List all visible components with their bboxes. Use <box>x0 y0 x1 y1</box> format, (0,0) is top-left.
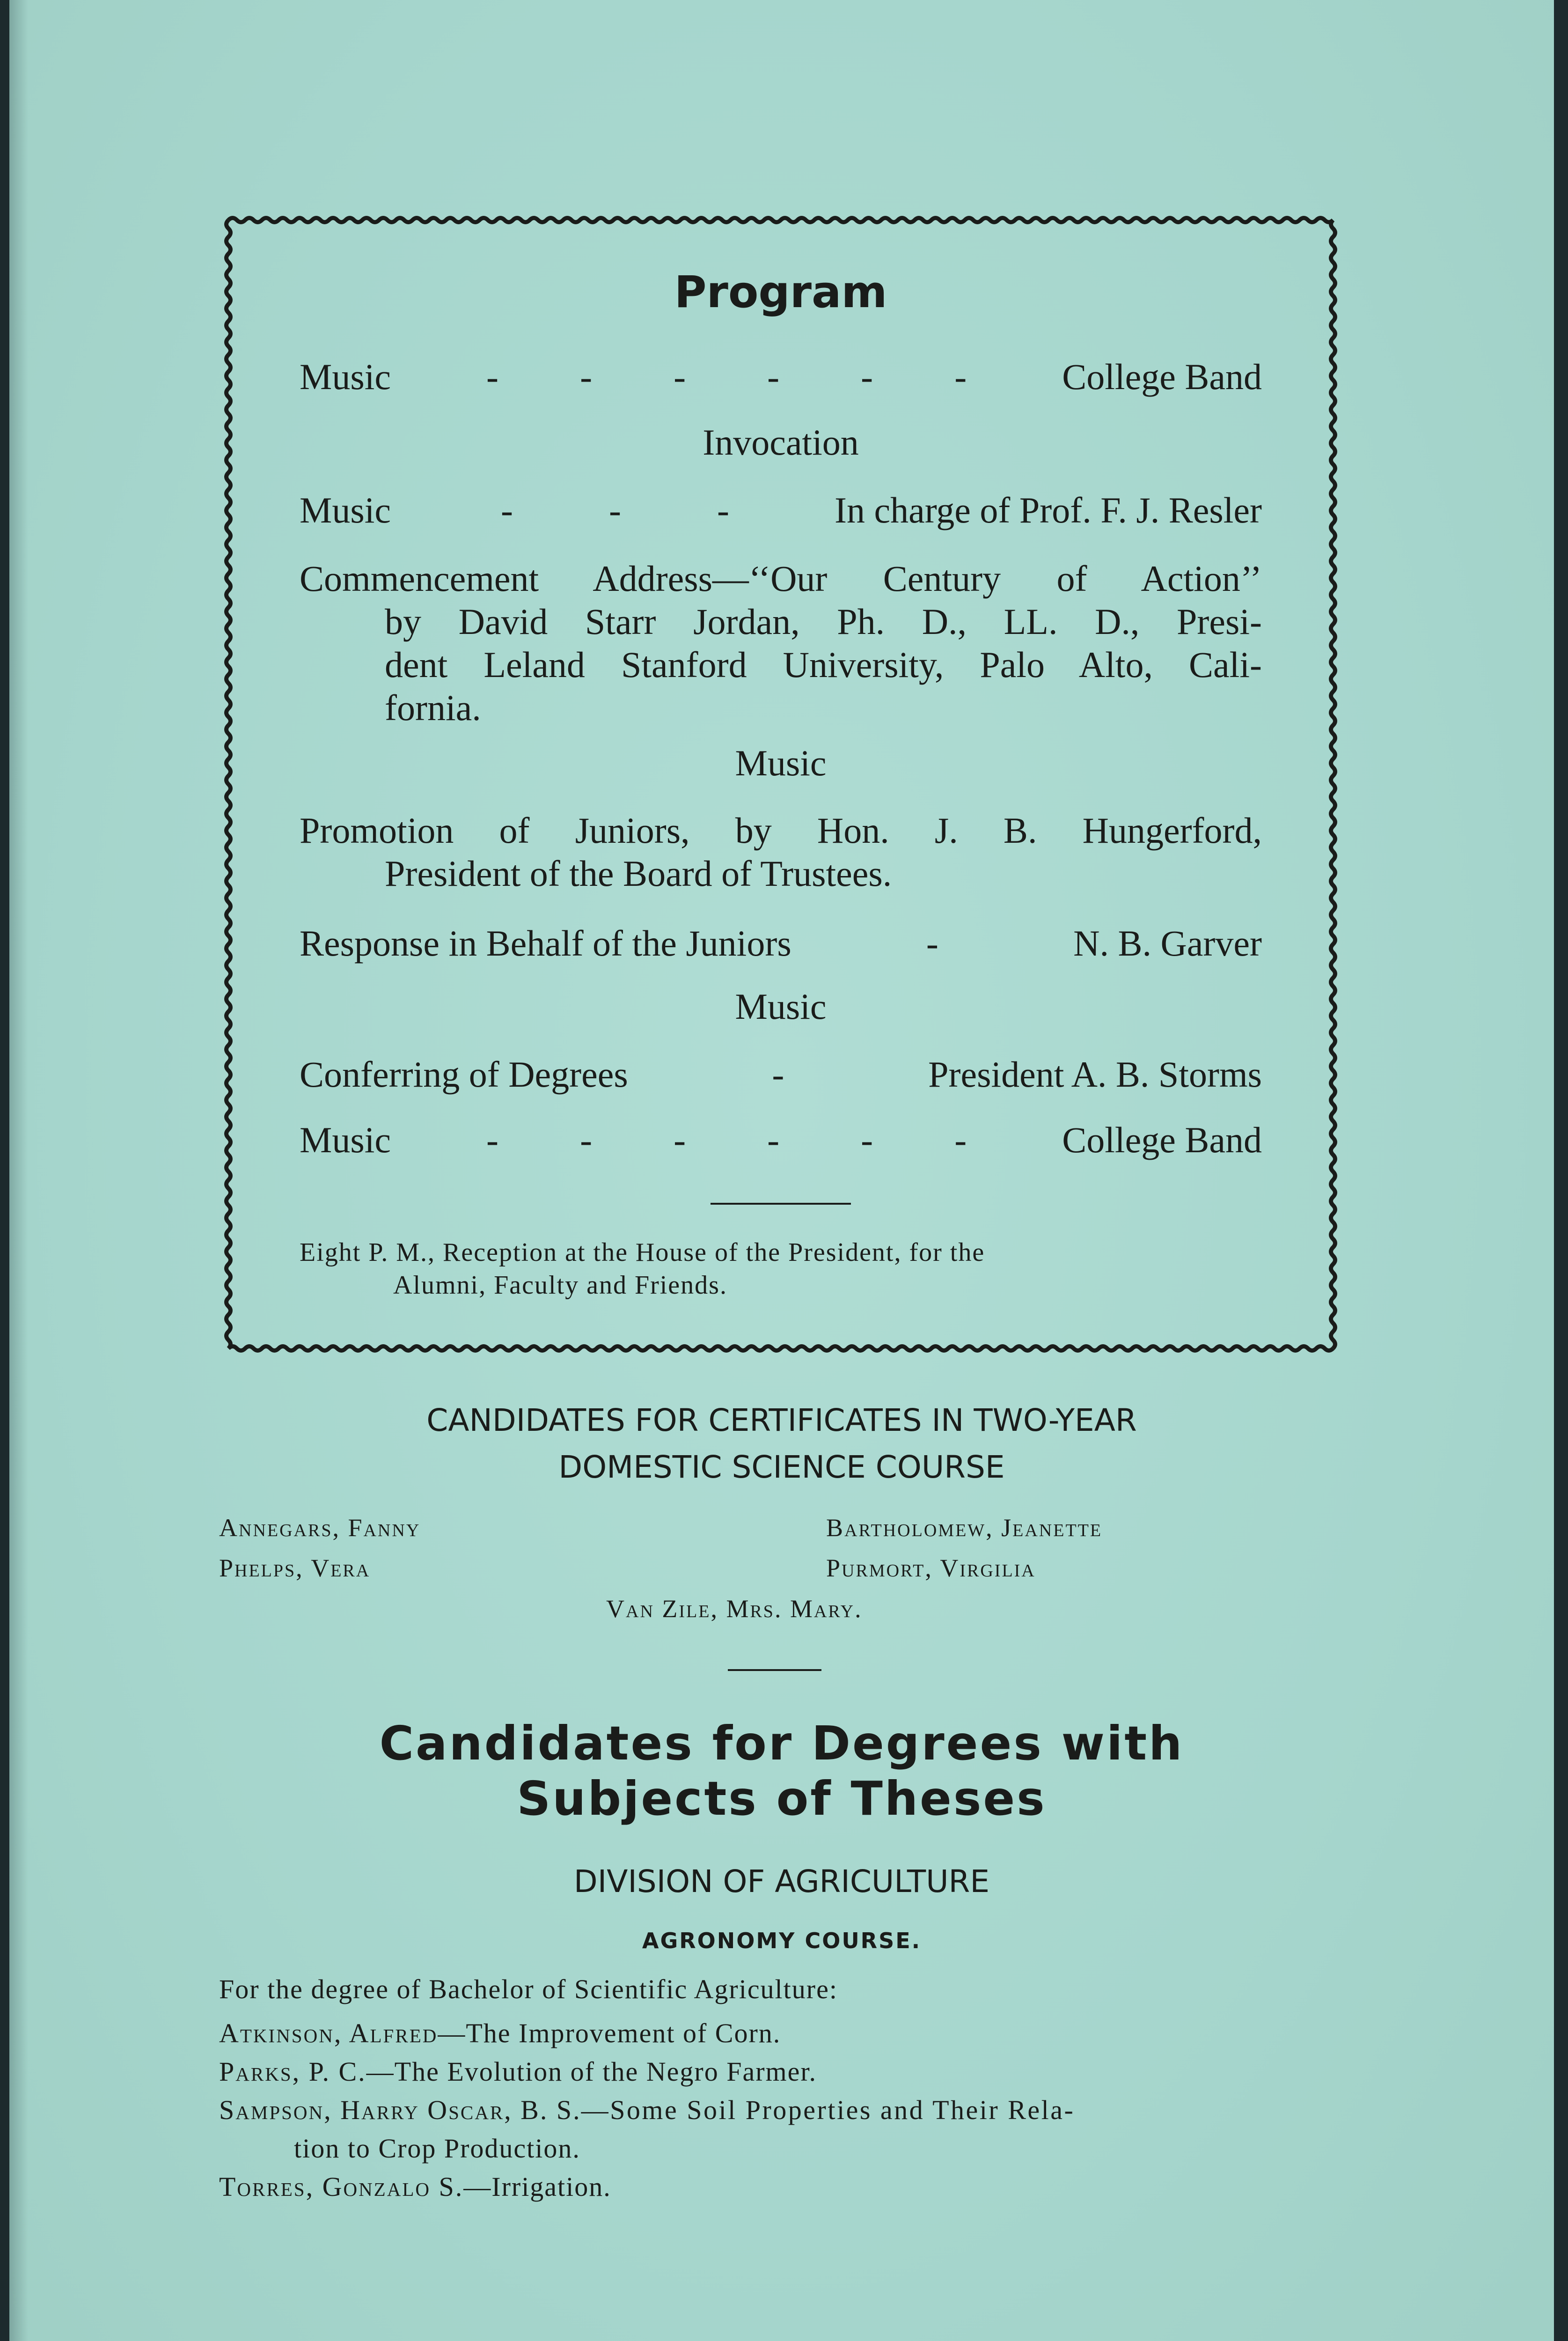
row-left: Response in Behalf of the Juniors <box>300 923 791 964</box>
commencement-address <box>300 557 1262 729</box>
degrees-heading-line: Subjects of Theses <box>517 1771 1047 1826</box>
program-box <box>219 211 1342 1358</box>
row-right: College Band <box>1062 356 1262 397</box>
dash: - <box>772 1054 784 1095</box>
certificates-heading-line-2: DOMESTIC SCIENCE COURSE <box>558 1449 1005 1485</box>
dash: - <box>486 1119 499 1160</box>
dash: - <box>861 1119 873 1160</box>
certificate-name: Phelps, Vera <box>219 1554 371 1582</box>
thesis-entry <box>219 2014 1342 2053</box>
row-right: In charge of Prof. F. J. Resler <box>835 490 1262 530</box>
thesis-title: —The Improvement of Corn. <box>438 2018 781 2048</box>
dash: - <box>954 356 967 397</box>
dash: - <box>861 356 873 397</box>
program-row-music-2 <box>300 489 1262 531</box>
thesis-entry <box>219 2168 1342 2206</box>
promotion-line: President of the Board of Trustees. <box>385 853 892 894</box>
row-dashes <box>391 489 835 531</box>
dash: - <box>767 356 780 397</box>
degrees-heading-line: Candidates for Degrees with <box>379 1716 1184 1771</box>
certificate-name: Bartholomew, Jeanette <box>826 1514 1103 1542</box>
address-line: by David Starr Jordan, Ph. D., LL. D., Presi- <box>385 601 1262 642</box>
degrees-heading <box>9 1716 1554 1826</box>
note-line: Alumni, Faculty and Friends. <box>393 1271 727 1300</box>
thesis-title: —Some Soil Properties and Their Rela- <box>581 2095 1075 2125</box>
dash: - <box>954 1119 967 1160</box>
dash: - <box>674 356 686 397</box>
note-line: Eight P. M., Reception at the House of the President, for the <box>300 1238 985 1267</box>
promotion-line: Promotion of Juniors, by Hon. J. B. Hungerford, <box>300 810 1262 851</box>
certificates-heading-line-1: CANDIDATES FOR CERTIFICATES IN TWO-YEAR <box>426 1402 1137 1438</box>
certificate-name: Van Zile, Mrs. Mary. <box>606 1595 863 1623</box>
course-heading: AGRONOMY COURSE. <box>642 1928 922 1953</box>
dash: - <box>580 356 593 397</box>
row-left: Music <box>300 490 391 530</box>
dash: - <box>767 1119 780 1160</box>
degree-line: For the degree of Bachelor of Scientific Agriculture: <box>219 1974 838 2004</box>
dash: - <box>580 1119 593 1160</box>
program-row-invocation: Invocation <box>703 422 859 463</box>
theses-list <box>219 1970 1342 2206</box>
address-line: fornia. <box>385 687 481 728</box>
row-left: Conferring of Degrees <box>300 1054 628 1095</box>
program-title: Program <box>674 267 887 318</box>
program-row-music-final <box>300 1119 1262 1161</box>
row-left: Music <box>300 1119 391 1160</box>
row-dashes <box>391 1119 1062 1161</box>
divider-rule <box>728 1669 821 1671</box>
row-right: President A. B. Storms <box>928 1054 1262 1095</box>
dash: - <box>674 1119 686 1160</box>
row-dashes <box>391 356 1062 398</box>
division-heading: DIVISION OF AGRICULTURE <box>573 1863 990 1899</box>
program-row-response <box>300 922 1262 964</box>
program-row-music-4: Music <box>735 986 827 1027</box>
dash: - <box>609 490 621 530</box>
student-name: Sampson, Harry Oscar, B. S. <box>219 2095 581 2125</box>
promotion-of-juniors <box>300 809 1262 895</box>
dash: - <box>926 923 938 964</box>
address-line: dent Leland Stanford University, Palo Alto, Cali- <box>385 644 1262 685</box>
thesis-title: —Irrigation. <box>463 2172 611 2202</box>
certificate-name: Annegars, Fanny <box>219 1514 421 1542</box>
certificate-name: Purmort, Virgilia <box>826 1554 1036 1582</box>
row-right: College Band <box>1062 1119 1262 1160</box>
thesis-continuation: tion to Crop Production. <box>294 2133 580 2164</box>
row-dashes <box>791 922 1073 964</box>
thesis-entry <box>219 2053 1342 2091</box>
row-left: Music <box>300 356 391 397</box>
reception-note <box>300 1236 1262 1302</box>
program-row-music-1 <box>300 356 1262 398</box>
address-line: Commencement Address—‘‘Our Century of Action’’ <box>300 558 1262 599</box>
row-right: N. B. Garver <box>1073 923 1262 964</box>
program-page <box>9 0 1554 2341</box>
dash: - <box>717 490 729 530</box>
program-row-music-3: Music <box>735 743 827 783</box>
student-name: Atkinson, Alfred <box>219 2018 438 2048</box>
student-name: Torres, Gonzalo S. <box>219 2172 464 2202</box>
row-dashes <box>628 1053 928 1096</box>
divider-rule <box>711 1203 851 1205</box>
dash: - <box>486 356 499 397</box>
dash: - <box>501 490 513 530</box>
student-name: Parks, P. C. <box>219 2056 366 2087</box>
thesis-entry <box>219 2091 1342 2129</box>
page-spine-shadow <box>9 0 28 2341</box>
thesis-title: —The Evolution of the Negro Farmer. <box>366 2056 817 2087</box>
program-row-conferring <box>300 1053 1262 1096</box>
